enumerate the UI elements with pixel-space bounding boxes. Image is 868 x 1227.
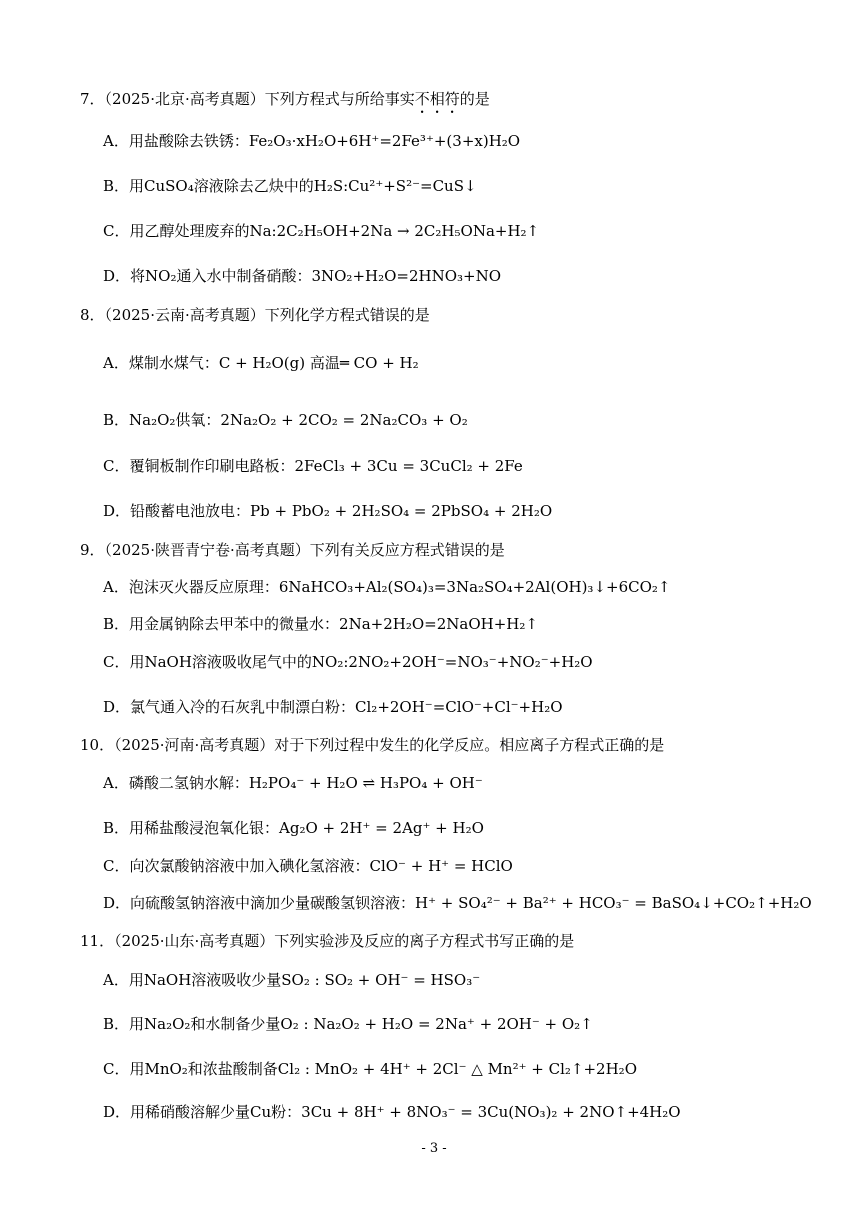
- question-11-option-c: C．用MnO₂和浓盐酸制备Cl₂ : MnO₂ + 4H⁺ + 2Cl⁻ △ Mn²⁺ + Cl₂↑+2H₂O: [103, 1060, 637, 1078]
- question-7-option-c: C．用乙醇处理废弃的Na:2C₂H₅OH+2Na → 2C₂H₅ONa+H₂↑: [103, 222, 540, 240]
- question-8-title: 8．（2025·云南·高考真题）下列化学方程式错误的是: [80, 306, 430, 324]
- question-7-option-b: B．用CuSO₄溶液除去乙炔中的H₂S:Cu²⁺+S²⁻=CuS↓: [103, 177, 477, 195]
- question-10-option-b: B．用稀盐酸浸泡氧化银：Ag₂O + 2H⁺ = 2Ag⁺ + H₂O: [103, 819, 484, 837]
- question-11-option-a: A．用NaOH溶液吸收少量SO₂ : SO₂ + OH⁻ = HSO₃⁻: [103, 971, 481, 989]
- question-10-option-c: C．向次氯酸钠溶液中加入碘化氢溶液：ClO⁻ + H⁺ = HClO: [103, 857, 513, 875]
- question-11-option-d: D．用稀硝酸溶解少量Cu粉：3Cu + 8H⁺ + 8NO₃⁻ = 3Cu(NO₃)₂ + 2NO↑+4H₂O: [103, 1103, 681, 1121]
- question-8-option-b: B．Na₂O₂供氧：2Na₂O₂ + 2CO₂ = 2Na₂CO₃ + O₂: [103, 411, 468, 429]
- question-7-option-d: D．将NO₂通入水中制备硝酸：3NO₂+H₂O=2HNO₃+NO: [103, 267, 502, 285]
- page-number: - 3 -: [421, 1141, 447, 1156]
- question-8-option-a: A．煤制水煤气：C + H₂O(g) 高温═ CO + H₂: [103, 354, 419, 372]
- question-11-title: 11．（2025·山东·高考真题）下列实验涉及反应的离子方程式书写正确的是: [80, 932, 575, 950]
- question-10-option-a: A．磷酸二氢钠水解：H₂PO₄⁻ + H₂O ⇌ H₃PO₄ + OH⁻: [103, 774, 483, 792]
- question-7-title: 7．（2025·北京·高考真题）下列方程式与所给事实不相符的是: [80, 90, 490, 108]
- question-10-title: 10．（2025·河南·高考真题）对于下列过程中发生的化学反应。相应离子方程式正确的是: [80, 736, 665, 754]
- question-9-option-b: B．用金属钠除去甲苯中的微量水：2Na+2H₂O=2NaOH+H₂↑: [103, 615, 538, 633]
- question-7-option-a: A．用盐酸除去铁锈：Fe₂O₃·xH₂O+6H⁺=2Fe³⁺+(3+x)H₂O: [103, 132, 521, 150]
- question-9-title: 9．（2025·陕晋青宁卷·高考真题）下列有关反应方程式错误的是: [80, 541, 505, 559]
- question-8-option-d: D．铅酸蓄电池放电：Pb + PbO₂ + 2H₂SO₄ = 2PbSO₄ + 2H₂O: [103, 502, 553, 520]
- question-11-option-b: B．用Na₂O₂和水制备少量O₂ : Na₂O₂ + H₂O = 2Na⁺ + 2OH⁻ + O₂↑: [103, 1015, 593, 1033]
- question-9-option-d: D．氯气通入冷的石灰乳中制漂白粉：Cl₂+2OH⁻=ClO⁻+Cl⁻+H₂O: [103, 698, 563, 716]
- question-9-option-a: A．泡沫灭火器反应原理：6NaHCO₃+Al₂(SO₄)₃=3Na₂SO₄+2Al(OH)₃↓+6CO₂↑: [103, 578, 671, 596]
- question-9-option-c: C．用NaOH溶液吸收尾气中的NO₂:2NO₂+2OH⁻=NO₃⁻+NO₂⁻+H₂O: [103, 653, 593, 671]
- question-10-option-d: D．向硫酸氢钠溶液中滴加少量碳酸氢钡溶液：H⁺ + SO₄²⁻ + Ba²⁺ + HCO₃⁻ = BaSO₄↓+CO₂↑+H₂O: [103, 894, 812, 912]
- question-8-option-c: C．覆铜板制作印刷电路板：2FeCl₃ + 3Cu = 3CuCl₂ + 2Fe: [103, 457, 523, 475]
